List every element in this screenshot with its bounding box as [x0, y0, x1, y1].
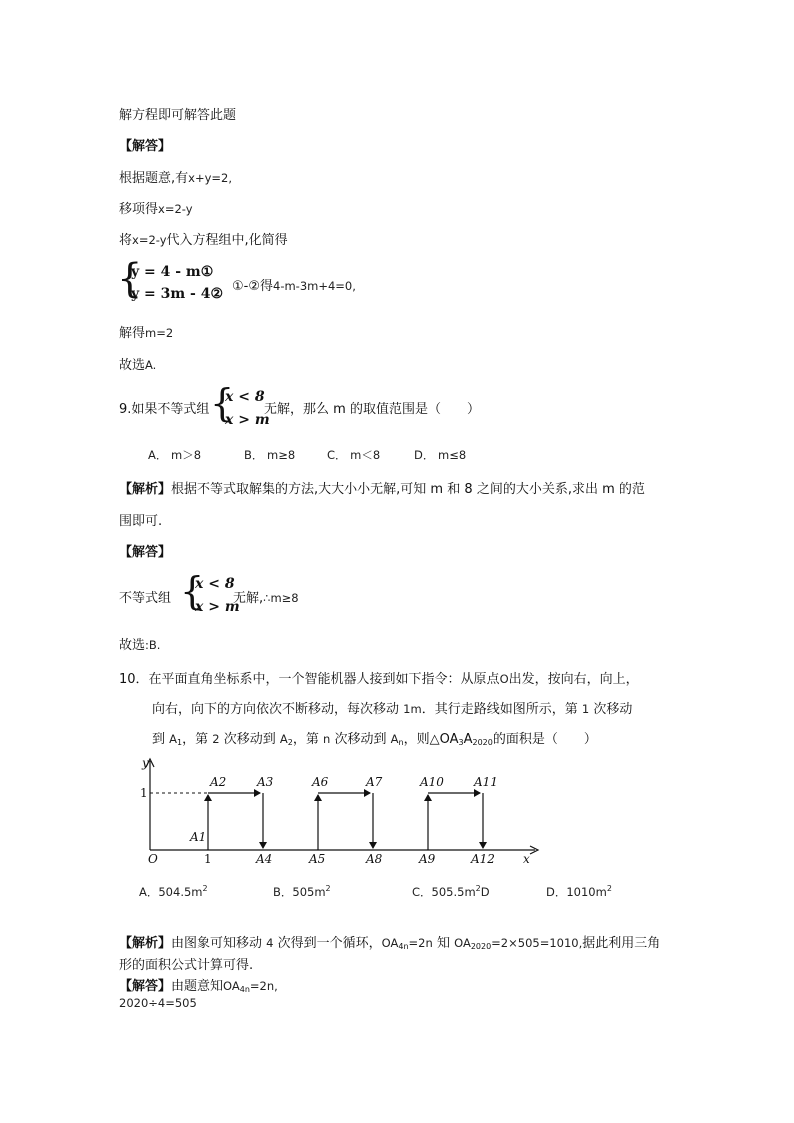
q9-answer-tag: 【解答】	[119, 545, 172, 560]
q9-analysis-line2: 围即可.	[119, 514, 163, 529]
prev-step1: 根据题意,有x+y=2,	[119, 171, 232, 186]
q9-brace: {	[210, 381, 235, 425]
robot-path-graph	[130, 755, 550, 870]
graph-label-a6: A6	[312, 775, 329, 789]
q10-option-d[interactable]: D．$1010m^2$	[546, 884, 612, 899]
graph-label-a12: A12	[471, 852, 495, 866]
prev-solve: 解得m=2	[119, 326, 174, 341]
graph-label-a5: A5	[309, 852, 326, 866]
q9-option-b[interactable]: B． m≥8	[244, 448, 296, 462]
q9-answer-a: 不等式组	[119, 591, 172, 606]
system-result: ①-②得4-m-3m+4=0,	[232, 279, 356, 294]
q9-answer-brace: {	[180, 569, 205, 613]
q9-option-c[interactable]: C． m＜8	[327, 448, 381, 462]
q10-line-2: 向右，向下的方向依次不断移动，每次移动 1m．其行走路线如图所示，第 1 次移动	[152, 702, 633, 717]
q9-answer-ineq-2: x > m	[195, 599, 240, 615]
graph-label-a8: A8	[366, 852, 383, 866]
q9-ineq-2: x > m	[225, 412, 270, 428]
q9-answer-ineq-1: x < 8	[195, 576, 235, 592]
system-equation-1: y = 4 - m①	[131, 264, 214, 280]
q10-option-a[interactable]: A．$504.5m^2$	[139, 884, 208, 899]
q9-stem-start: 9.如果不等式组	[119, 402, 210, 417]
graph-label-a1: A1	[190, 830, 207, 844]
q10-answer: 【解答】由题意知$OA_{4n}=2n$,	[119, 979, 278, 994]
graph-origin-label: O	[148, 852, 158, 866]
q10-analysis-line2: 形的面积公式计算可得.	[119, 958, 254, 973]
graph-label-a7: A7	[366, 775, 383, 789]
q10-analysis: 【解析】由图象可知移动 4 次得到一个循环，$OA_{4n}=2n$ 知 $OA_{2020}=2\times 505=1010$,据此利用三角	[119, 936, 661, 951]
graph-tick-x1: 1	[204, 852, 212, 866]
q10-answer-line2: 2020÷4=505	[119, 996, 197, 1010]
graph-label-a3: A3	[257, 775, 274, 789]
q9-stem-end: 无解，那么 m 的取值范围是（ ）	[264, 402, 480, 417]
prev-step2: 移项得x=2-y	[119, 202, 193, 217]
q9-choose: 故选:B.	[119, 638, 161, 653]
graph-label-a10: A10	[420, 775, 444, 789]
q10-option-b[interactable]: B．$505m^2$	[273, 884, 331, 899]
system-brace: {	[117, 256, 143, 302]
prev-answer-tag: 【解答】	[119, 139, 172, 154]
graph-axis-y-label: y	[142, 756, 149, 770]
graph-label-a11: A11	[474, 775, 498, 789]
prev-step3: 将x=2-y代入方程组中,化简得	[119, 233, 288, 248]
prev-intro: 解方程即可解答此题	[119, 108, 237, 123]
q9-option-d[interactable]: D． m≤8	[414, 448, 467, 462]
system-equation-2: y = 3m - 4②	[131, 286, 224, 302]
graph-tick-y1: 1	[140, 786, 148, 800]
graph-label-a2: A2	[210, 775, 227, 789]
q9-ineq-1: x < 8	[225, 389, 265, 405]
q9-analysis: 【解析】根据不等式取解集的方法,大大小小无解,可知 m 和 8 之间的大小关系,求出 m 的范	[119, 482, 645, 497]
prev-choose: 故选A.	[119, 358, 157, 373]
q9-option-a[interactable]: A． m＞8	[148, 448, 202, 462]
q10-line-3: 到 $A_1$，第 2 次移动到 $A_2$，第 n 次移动到 $A_n$，则$\triangle OA_3A_{2020}$的面积是（ ）	[152, 732, 597, 747]
q10-line-1: 10．在平面直角坐标系中，一个智能机器人接到如下指令：从原点O出发，按向右，向上，	[119, 672, 639, 687]
q9-answer-b: 无解,∴m≥8	[233, 591, 299, 606]
graph-label-a4: A4	[256, 852, 273, 866]
q10-option-c[interactable]: C．$505.5m^2D$	[412, 884, 490, 899]
graph-axis-x-label: x	[523, 852, 530, 866]
graph-label-a9: A9	[419, 852, 436, 866]
